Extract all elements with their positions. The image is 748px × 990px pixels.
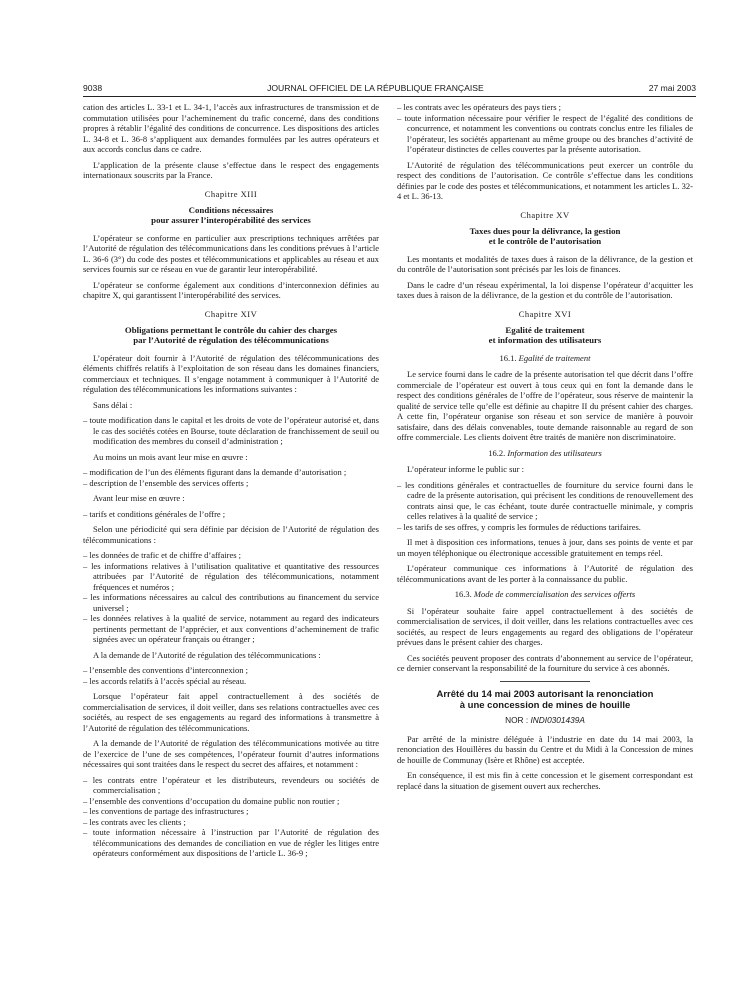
list-item: – les données de trafic et de chiffre d’affaires ; — [83, 550, 242, 560]
paragraph: L’opérateur se conforme également aux conditions d’interconnexion définies au chapitre X, qui garantissent l’interopérabilité des services. — [83, 279, 379, 300]
paragraph: A la demande de l’Autorité de régulation des télécommunications motivée au titre de l’exercice de l’une de ses compétences, l’opérateur fournit d’autres informations nécessaires qui sont traitées dans le respect du secret des affaires, et notamment : — [83, 738, 379, 769]
bullet-list — [83, 509, 379, 520]
right-column — [397, 102, 693, 984]
paragraph: A la demande de l’Autorité de régulation des télécommunications : — [93, 649, 321, 660]
publication-date: 27 mai 2003 — [648, 83, 696, 93]
list-item: – les conventions de partage des infrastructures ; — [83, 806, 249, 816]
header-rule — [83, 96, 696, 97]
chapter-heading-13: Chapitre XIII — [204, 188, 258, 199]
paragraph: Lorsque l’opérateur fait appel contractuellement à des sociétés de commercialisation de services, il doit veiller, dans ses relations contractuelles avec ces sociétés, au respect de ses engagements au regard des informations à transmettre à l’Autorité de régulation des télécommunications. — [83, 691, 379, 733]
paragraph: Sans délai : — [93, 399, 133, 410]
chapter-heading-15: Chapitre XV — [520, 209, 570, 220]
chapter-title-14: Obligations permettant le contrôle du cahier des charges par l’Autorité de régulation des télécommunications — [124, 324, 338, 345]
decree-title: Arrêté du 14 mai 2003 autorisant la renonciation à une concession de mines de houille — [436, 688, 654, 711]
list-item: – toute information nécessaire à l’instruction par l’Autorité de régulation des télécommunications des demandes de conciliation en vue de régler les litiges entre opérateurs conformément aux dispositions de l’article L. 36-9 ; — [83, 827, 379, 858]
list-item: – les tarifs de ses offres, y compris les formules de réductions tarifaires. — [397, 521, 641, 532]
chapter-title-13: Conditions nécessaires pour assurer l’interopérabilité des services — [151, 204, 311, 225]
chapter-heading-16: Chapitre XVI — [518, 308, 572, 319]
chapter-heading-14: Chapitre XIV — [204, 308, 258, 319]
list-item: – l’ensemble des conventions d’interconnexion ; — [83, 665, 248, 675]
paragraph: L’application de la présente clause s’effectue dans le respect des engagements internationaux souscrits par la France. — [83, 159, 379, 180]
paragraph: Le service fourni dans le cadre de la présente autorisation tel que décrit dans l’offre commerciale de l’opérateur est ouvert à tous ceux qui en font la demande dans le respect des conditions générales de l’offre de l’opérateur, sous réserve de maintenir la qualité de service telle qu’elle est définie au chapitre II du présent cahier des charges. A cette fin, l’opérateur organise son réseau et son service de manière à pouvoir satisfaire, dans des délais convenables, toute demande raisonnable au regard de son offre commerciale. Les clients doivent être traités de manière non discriminatoire. — [397, 369, 693, 442]
list-item: – les conditions générales et contractuelles de fourniture du service fourni dans le cadre de la présente autorisation, qui précisent les conditions de renouvellement des contrats ainsi que, le cas échéant, toute durée contractuelle minimale, y compris celles relatives à la qualité de service ; — [397, 479, 693, 521]
paragraph: L’opérateur doit fournir à l’Autorité de régulation des télécommunications des éléments chiffrés relatifs à l’exploitation de son réseau dans les domaines financiers, commerciaux et techniques. Il s’engage notamment à communiquer à l’Autorité de régulation des télécommunications les informations suivantes : — [83, 352, 379, 394]
list-item: – description de l’ensemble des services offerts ; — [83, 477, 249, 488]
list-item: – toute modification dans le capital et les droits de vote de l’opérateur autorisé et, dans le cas des sociétés cotées en Bourse, toute déclaration de franchissement de seuil ou modification des membres du conseil d’administration ; — [83, 415, 379, 446]
bullet-list — [397, 102, 693, 155]
section-heading-16-3: 16.3. Mode de commercialisation des services offerts — [454, 589, 636, 599]
paragraph: Dans le cadre d’un réseau expérimental, la loi dispense l’opérateur d’acquitter les taxes dues à raison de la délivrance, de la gestion et du contrôle de l’autorisation. — [397, 279, 693, 300]
bullet-list — [83, 665, 379, 686]
paragraph: Avant leur mise en œuvre : — [93, 493, 185, 503]
list-item: – les contrats entre l’opérateur et les distributeurs, revendeurs ou sociétés de commercialisation ; — [83, 774, 379, 795]
paragraph: L’opérateur se conforme en particulier aux prescriptions techniques arrêtées par l’Autorité de régulation des télécommunications dans les conditions prévues à l’article L. 36-6 (3°) du code des postes et télécommunications et applicables au réseau et aux services fournis sur ce réseau en vue de garantir leur interopérabilité. — [83, 232, 379, 274]
list-item: – tarifs et conditions générales de l’offre ; — [83, 508, 226, 519]
journal-title: JOURNAL OFFICIEL DE LA RÉPUBLIQUE FRANÇAISE — [267, 83, 484, 93]
section-heading-16-2: 16.2. Information des utilisateurs — [488, 447, 602, 458]
paragraph: Par arrêté de la ministre déléguée à l’industrie en date du 14 mai 2003, la renonciation des Houillères du bassin du Centre et du Midi à la Concession de mines de houille de Communay (Isère et Rhône) est acceptée. — [397, 733, 693, 765]
list-item: – les informations relatives à l’utilisation qualitative et quantitative des ressources attribuées par l’Autorité de régulation des télécommunications, notamment fréquences et numéros ; — [83, 560, 379, 592]
list-item: – toute information nécessaire pour vérifier le respect de l’égalité des conditions de concurrence, et notamment les conventions ou contrats conclus entre les filiales de l’opérateur, les sociétés appartenant au même groupe ou des branches d’activité de l’opérateur distinctes de celles couvertes par la présente autorisation. — [397, 112, 693, 154]
paragraph: Au moins un mois avant leur mise en œuvre : — [93, 451, 248, 462]
list-item: – les accords relatifs à l’accès spécial au réseau. — [83, 675, 247, 686]
list-item: – modification de l’un des éléments figurant dans la demande d’autorisation ; — [83, 467, 347, 477]
section-separator — [500, 681, 590, 682]
paragraph: cation des articles L. 33-1 et L. 34-1, l’accès aux infrastructures de transmission et de commutation utilisées pour l’acheminement du trafic concerné, dans des conditions propres à rétablir l’égalité des conditions de concurrence. Les dispositions des articles L. 34-8 et L. 36-8 s’appliquent aux demandes formulées par les autres opérateurs et aux accords conclus dans ce cadre. — [83, 102, 379, 154]
bullet-list — [83, 415, 379, 447]
chapter-title-15: Taxes dues pour la délivrance, la gestion et le contrôle de l’autorisation — [469, 225, 621, 246]
paragraph: Les montants et modalités de taxes dues à raison de la délivrance, de la gestion et du contrôle de l’autorisation sont précisés par les lois de finances. — [397, 253, 693, 274]
paragraph: L’opérateur communique ces informations à l’Autorité de régulation des télécommunications avant de les porter à la connaissance du public. — [397, 563, 693, 584]
bullet-list — [83, 550, 379, 645]
bullet-list — [83, 467, 379, 488]
list-item: – les contrats avec les clients ; — [83, 816, 186, 827]
section-heading-16-1: 16.1. Egalité de traitement — [499, 352, 591, 363]
paragraph: En conséquence, il est mis fin à cette concession et le gisement correspondant est replacé dans la situation de gisement ouvert aux recherches. — [397, 770, 693, 791]
list-item: – l’ensemble des conventions d’occupation du domaine public non routier ; — [83, 795, 340, 806]
page-header — [83, 81, 696, 95]
bullet-list — [83, 775, 379, 859]
paragraph: Selon une périodicité qui sera définie par décision de l’Autorité de régulation des télécommunications : — [83, 524, 379, 545]
list-item: – les contrats avec les opérateurs des pays tiers ; — [397, 102, 562, 112]
nor-reference: NOR : INDI0301439A — [505, 714, 585, 725]
list-item: – les données relatives à la qualité de service, notamment au regard des indicateurs pertinents permettant de l’apprécier, et aux conventions d’acheminement de trafic signées avec un opérateur français ou étranger ; — [83, 613, 379, 644]
bullet-list — [397, 480, 693, 533]
paragraph: Si l’opérateur souhaite faire appel contractuellement à des sociétés de commercialisation de services, il doit veiller, dans les relations contractuelles avec ces sociétés, au respect de leurs engagements au regard des obligations de l’opérateur prévues dans le présent cahier des charges. — [397, 605, 693, 647]
paragraph: L’opérateur informe le public sur : — [407, 464, 524, 474]
list-item: – les informations nécessaires au calcul des contributions au financement du service universel ; — [83, 592, 379, 613]
paragraph: Il met à disposition ces informations, tenues à jour, dans ses points de vente et par un moyen téléphonique ou électronique accessible gratuitement en temps réel. — [397, 537, 693, 558]
left-column — [83, 102, 379, 984]
paragraph: Ces sociétés peuvent proposer des contrats d’abonnement au service de l’opérateur, ce dernier conservant la responsabilité de la fourniture du service à ces abonnés. — [397, 652, 693, 673]
chapter-title-16: Egalité de traitement et information des utilisateurs — [488, 324, 602, 345]
page-number: 9038 — [83, 83, 103, 93]
paragraph: L’Autorité de régulation des télécommunications peut exercer un contrôle du respect des conditions de l’autorisation. Ce contrôle s’effectue dans les conditions définies par le code des postes et télécommunications, et notamment les articles L. 32-4 et L. 36-13. — [397, 159, 693, 201]
